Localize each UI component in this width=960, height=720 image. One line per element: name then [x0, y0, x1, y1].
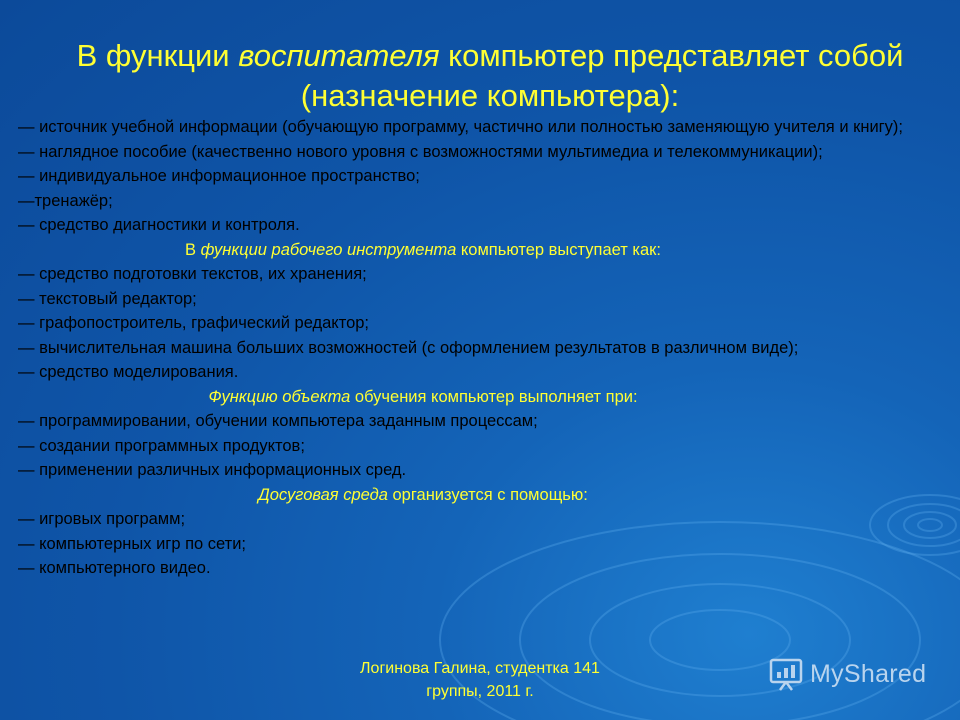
- presentation-icon: [768, 657, 804, 691]
- section-heading-object: Функцию объекта обучения компьютер выполняет при:: [208, 387, 638, 406]
- section-heading-tool: В функции рабочего инструмента компьютер выступает как:: [185, 240, 661, 259]
- list-item: — средство подготовки текстов, их хранения;: [18, 265, 367, 283]
- list-item: — компьютерного видео.: [18, 559, 211, 577]
- list-item: — вычислительная машина больших возможностей (с оформлением результатов в различном виде);: [18, 338, 799, 357]
- list-item: — наглядное пособие (качественно нового уровня с возможностями мультимедиа и телекоммуникации);: [18, 142, 823, 161]
- list-item: — применении различных информационных сред.: [18, 461, 407, 479]
- list-item: — средство диагностики и контроля.: [18, 216, 300, 234]
- slide-body: [18, 115, 918, 581]
- title-emphasis: воспитателя: [238, 38, 440, 73]
- logo-text: MyShared: [810, 659, 927, 688]
- list-item: — графопостроитель, графический редактор;: [18, 314, 370, 332]
- list-item: — индивидуальное информационное пространство;: [18, 167, 420, 185]
- section-heading-leisure: Досуговая среда организуется с помощью:: [258, 485, 588, 504]
- slide-title: [40, 36, 940, 116]
- list-item: — программировании, обучении компьютера заданным процессам;: [18, 412, 538, 430]
- footer-group-year: группы, 2011 г.: [426, 683, 534, 700]
- list-item: —тренажёр;: [18, 191, 113, 210]
- title-line-1: В функции воспитателя компьютер представляет собой: [76, 38, 904, 73]
- myshared-logo[interactable]: [768, 656, 926, 692]
- slide-footer: [300, 657, 660, 703]
- list-item: — компьютерных игр по сети;: [18, 534, 247, 553]
- title-line-2: (назначение компьютера):: [300, 78, 680, 113]
- list-item: — игровых программ;: [18, 510, 186, 528]
- list-item: — средство моделирования.: [18, 363, 239, 381]
- footer-author: Логинова Галина, студентка 141: [360, 660, 600, 677]
- list-item: — источник учебной информации (обучающую программу, частично или полностью заменяющую учителя и книгу);: [18, 118, 904, 136]
- list-item: — создании программных продуктов;: [18, 436, 305, 455]
- list-item: — текстовый редактор;: [18, 289, 197, 308]
